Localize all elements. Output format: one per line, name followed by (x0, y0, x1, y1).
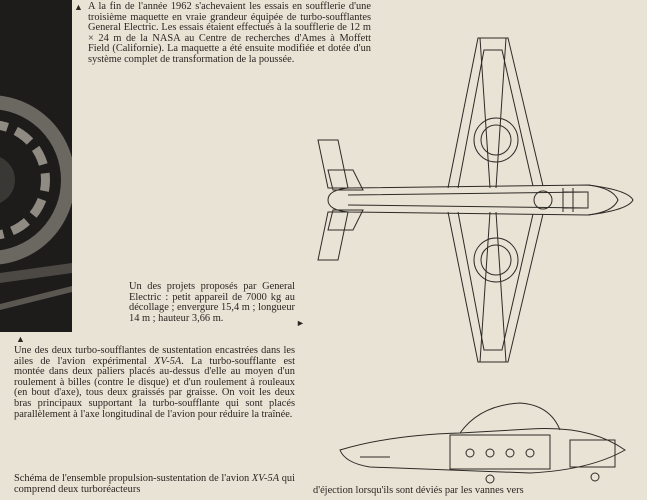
aircraft-designation: XV-5A (154, 355, 182, 367)
caption-schema (14, 474, 295, 495)
caption-project: Un des projets proposés par General Electric : petit appareil de 7000 kg au décollage ; envergure 15,4 m ; longueur 14 m ; hauteur 3,66 m. (129, 281, 295, 324)
caption-wind-tunnel-text: A la fin de l'année 1962 s'achevaient les essais en soufflerie d'une troisième maquette en vraie grandeur équipée de turbo-soufflantes General Electric. Les essais étaient effectués à la soufflerie de 12 m × 24 m de la NASA au Centre de recherches d'Ames à Moffett Field (Californie). La maquette a été ensuite modifiée et dotée d'un système complet de transformation de la poussée. (88, 1, 371, 65)
caption-lift-fan-text-2: . La turbo-soufflante est montée dans deux paliers placés au-dessus d'elle au moyen d'un roulement à billes (contre le disque) et d'un roulement à rouleaux (en bout d'axe), tous deux graissés par graisse. On voit les deux bras principaux supportant la turbo-soufflante qui sont placés parallèlement à l'axe longitudinal de l'avion pour réduire la traînée. (14, 355, 295, 420)
turbofan-photo (0, 0, 72, 332)
pointer-up-icon: ▲ (74, 2, 83, 12)
aircraft-designation: XV-5A (251, 473, 280, 484)
aircraft-side-view-drawing (330, 395, 640, 490)
aircraft-plan-view-drawing (308, 30, 638, 380)
pointer-up-icon: ▲ (16, 334, 25, 344)
caption-lift-fan (14, 346, 295, 420)
caption-schema-text-2: qui comprend deux turboréacteurs (14, 473, 295, 495)
caption-lift-fan-text-1: Une des deux turbo-soufflantes de sustentation encastrées dans les ailes de l'avion expérimental (14, 345, 295, 367)
pointer-right-icon: ► (296, 318, 305, 328)
caption-schema-text-1: Schéma de l'ensemble propulsion-sustentation de l'avion (14, 473, 252, 484)
body-text-continuation: d'éjection lorsqu'ils sont déviés par les vannes vers (313, 485, 524, 496)
